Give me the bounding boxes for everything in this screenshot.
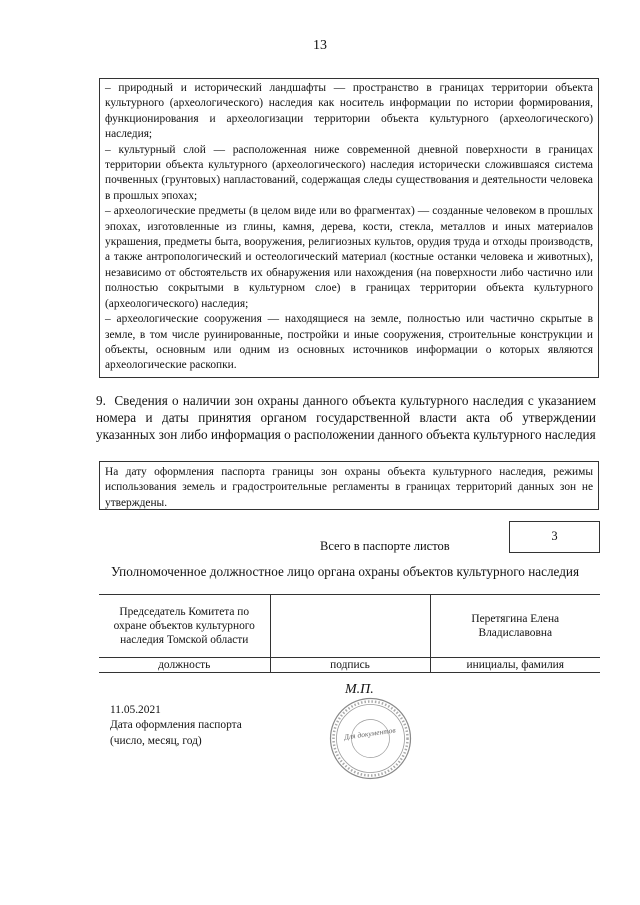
page-number: 13: [313, 38, 327, 53]
signature-cell: [270, 595, 430, 658]
section-title: Сведения о наличии зон охраны данного объекта культурного наследия с указанием номера и даты принятия органом государственной власти акта об утверждении указанных зон либо информация о расположении данного объекта культурного наследия: [96, 393, 597, 443]
position-caption: должность: [99, 658, 270, 673]
definition-archaeological-structures: – археологические сооружения — находящиеся на земле, полностью или частично скрытые в земле, в том числе руинированные, постройки и иные сооружения, строительные конструкции и объекты, основным или одним из основных источников информации о которых являются археологические раскопки.: [105, 313, 593, 372]
issue-date-hint: (число, месяц, год): [110, 734, 202, 747]
protection-zones-box: На дату оформления паспорта границы зон охраны объекта культурного наследия, режимы использования земель и градостроительные регламенты в границах территорий данных зон не утверждены.: [99, 461, 599, 510]
total-sheets-value: 3: [509, 521, 600, 553]
definition-landscape: – природный и исторический ландшафты — пространство в границах территории объекта культурного (археологического) наследия как носитель информации по истории формирования, функционирования и археологизации территории объекта культурного (археологического) наследия;: [105, 82, 593, 141]
name-cell: Перетягина Елена Владиславовна: [430, 595, 600, 658]
name-caption: инициалы, фамилия: [430, 658, 600, 673]
issue-date: 11.05.2021: [110, 704, 161, 716]
total-sheets-label: Всего в паспорте листов: [320, 539, 450, 553]
signature-caption: подпись: [270, 658, 430, 673]
definitions-box: [99, 78, 599, 378]
section-9-heading: [96, 392, 596, 444]
authorized-person-label: Уполномоченное должностное лицо органа охраны объектов культурного наследия: [111, 564, 580, 579]
date-block: [110, 703, 242, 749]
issue-date-label: Дата оформления паспорта: [110, 719, 242, 732]
official-stamp-icon: [328, 696, 413, 781]
stamp-text: Для документов: [343, 725, 397, 742]
seal-placeholder: М.П.: [345, 682, 374, 697]
signature-table: [99, 594, 600, 673]
definition-cultural-layer: – культурный слой — расположенная ниже современной дневной поверхности в границах территории объекта культурного (археологического) наследия исторически сложившаяся система почвенных (грунтовых) напластований, содержащая следы существования и деятельности человека в прошлых эпохах;: [105, 143, 593, 202]
section-number: 9.: [96, 393, 106, 408]
definition-archaeological-items: – археологические предметы (в целом виде или во фрагментах) — созданные человеком в прошлых эпохах, изготовленные из глины, камня, дерева, кости, стекла, металлов и иных материалов украшения, предметы быта, вооружения, религиозных культов, орудия труда и отходы производств, а также антропологический и остеологический материал (костные останки человека и животных), независимо от обстоятельств их обнаружения или нахождения (на поверхности либо частично или полностью сокрытыми в культурном слое) в границах территории объекта культурного (археологического) наследия;: [105, 205, 593, 310]
position-cell: Председатель Комитета по охране объектов культурного наследия Томской области: [99, 595, 270, 658]
